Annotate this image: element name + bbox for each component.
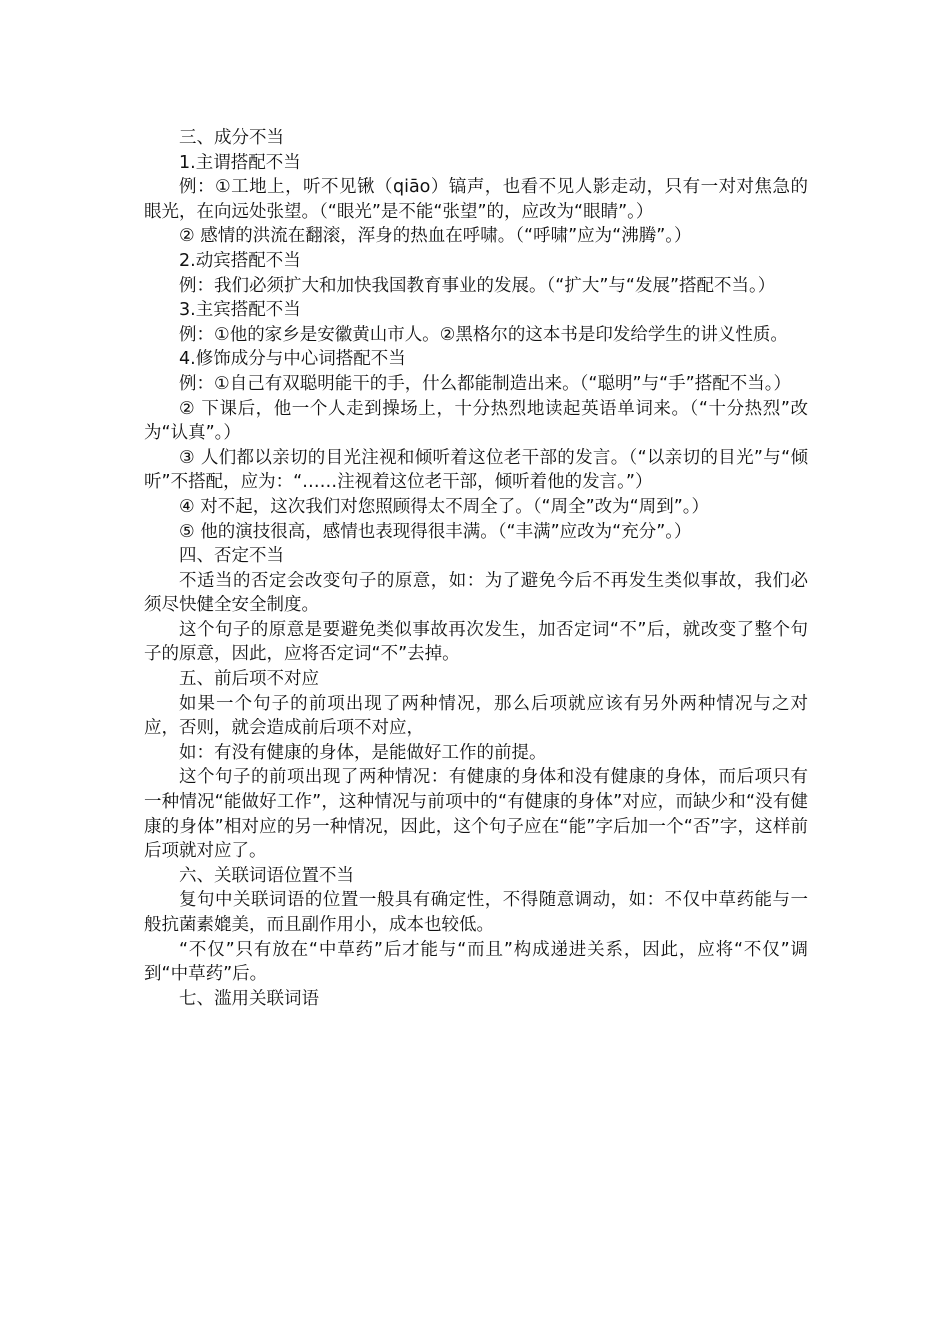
body-paragraph: 如果一个句子的前项出现了两种情况，那么后项就应该有另外两种情况与之对应，否则，就会造成前后项不对应， — [144, 693, 808, 739]
document-body — [144, 126, 808, 1011]
example-paragraph: 例：我们必须扩大和加快我国教育事业的发展。（“扩大”与“发展”搭配不当。） — [179, 275, 776, 296]
subheading-subject-predicate: 1.主谓搭配不当 — [179, 152, 301, 173]
section-heading-5: 五、前后项不对应 — [179, 669, 319, 690]
example-paragraph: 例：①他的家乡是安徽黄山市人。②黑格尔的这本书是印发给学生的讲义性质。 — [179, 324, 788, 345]
example-paragraph: ③ 人们都以亲切的目光注视和倾听着这位老干部的发言。（“以亲切的目光”与“倾听”不搭配，应为：“……注视着这位老干部，倾听着他的发言。”） — [144, 447, 808, 493]
example-paragraph: ② 感情的洪流在翻滚，浑身的热血在呼啸。（“呼啸”应为“沸腾”。） — [179, 226, 692, 247]
subheading-modifier: 4.修饰成分与中心词搭配不当 — [179, 349, 406, 370]
section-heading-4: 四、否定不当 — [179, 546, 284, 567]
example-paragraph: ④ 对不起，这次我们对您照顾得太不周全了。（“周全”改为“周到”。） — [179, 496, 710, 517]
example-paragraph: 例：①工地上，听不见锹（qiāo）镐声，也看不见人影走动，只有一对对焦急的眼光，在向远处张望。（“眼光”是不能“张望”的，应改为“眼睛”。） — [144, 177, 808, 222]
body-paragraph: 这个句子的原意是要避免类似事故再次发生，加否定词“不”后，就改变了整个句子的原意，因此，应将否定词“不”去掉。 — [144, 619, 808, 665]
body-paragraph: 这个句子的前项出现了两种情况：有健康的身体和没有健康的身体，而后项只有一种情况“能做好工作”，这种情况与前项中的“有健康的身体”对应，而缺少和“没有健康的身体”相对应的另一种情况，因此，这个句子应在“能”字后加一个“否”字，这样前后项就对应了。 — [144, 767, 808, 862]
subheading-verb-object: 2.动宾搭配不当 — [179, 250, 301, 271]
body-paragraph: “不仅”只有放在“中草药”后才能与“而且”构成递进关系，因此，应将“不仅”调到“中草药”后。 — [144, 939, 808, 985]
example-paragraph: 例：①自己有双聪明能干的手，什么都能制造出来。（“聪明”与“手”搭配不当。） — [179, 373, 791, 394]
section-heading-7: 七、滥用关联词语 — [179, 988, 319, 1009]
example-paragraph: ② 下课后，他一个人走到操场上，十分热烈地读起英语单词来。（“十分热烈”改为“认真”。） — [144, 398, 808, 444]
section-heading-3: 三、成分不当 — [179, 128, 284, 148]
section-heading-6: 六、关联词语位置不当 — [179, 865, 354, 886]
example-paragraph: ⑤ 他的演技很高，感情也表现得很丰满。（“丰满”应改为“充分”。） — [179, 521, 692, 542]
body-paragraph: 复句中关联词语的位置一般具有确定性，不得随意调动，如：不仅中草药能与一般抗菌素媲美，而且副作用小，成本也较低。 — [144, 890, 808, 935]
body-paragraph: 不适当的否定会改变句子的原意，如：为了避免今后不再发生类似事故，我们必须尽快健全安全制度。 — [144, 570, 808, 616]
body-paragraph: 如：有没有健康的身体，是能做好工作的前提。 — [179, 742, 547, 763]
subheading-subject-object: 3.主宾搭配不当 — [179, 300, 301, 321]
